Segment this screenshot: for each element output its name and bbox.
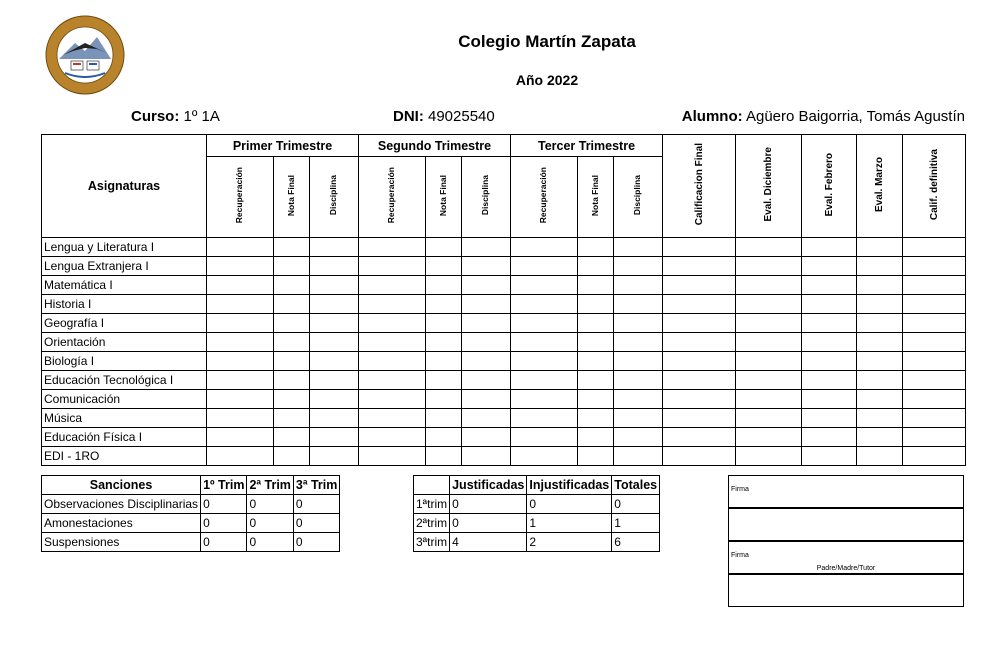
grade-cell (578, 371, 614, 390)
value-cell: 0 (201, 533, 247, 552)
trim-col-label: Recuperación (538, 167, 549, 224)
value-cell: 0 (247, 495, 293, 514)
firma-label: Firma (731, 486, 749, 493)
grade-cell (426, 447, 462, 466)
grade-cell (511, 447, 578, 466)
grade-cell (663, 333, 736, 352)
grade-cell (578, 276, 614, 295)
curso-field (131, 108, 220, 125)
grade-cell (802, 276, 857, 295)
grade-cell (903, 447, 966, 466)
grade-cell (857, 447, 903, 466)
grade-cell (426, 409, 462, 428)
asistencia-header (414, 476, 450, 495)
grade-cell (274, 390, 310, 409)
sanciones-row (42, 495, 340, 514)
trim-col-label: Nota Final (437, 174, 448, 217)
firma-box (728, 574, 964, 607)
curso-value: 1º 1A (183, 108, 220, 125)
grade-cell (359, 257, 426, 276)
table-row (42, 390, 966, 409)
grade-cell (462, 257, 511, 276)
table-row (42, 352, 966, 371)
grade-cell (359, 447, 426, 466)
grade-cell (903, 238, 966, 257)
value-cell: 0 (293, 514, 339, 533)
padre-madre-tutor-label: Padre/Madre/Tutor (816, 565, 876, 572)
grade-cell (207, 371, 274, 390)
grade-cell (903, 295, 966, 314)
grade-cell (274, 276, 310, 295)
grade-cell (207, 333, 274, 352)
row-label: 3ªtrim (414, 533, 450, 552)
grade-cell (614, 314, 663, 333)
subject-name: Historia I (42, 295, 207, 314)
asistencia-header: Totales (612, 476, 660, 495)
value-cell: 1 (527, 514, 612, 533)
grade-cell (359, 276, 426, 295)
grade-cell (578, 333, 614, 352)
table-row (42, 428, 966, 447)
grade-cell (511, 390, 578, 409)
sanciones-table (41, 475, 340, 552)
grade-cell (310, 390, 359, 409)
value-cell: 2 (527, 533, 612, 552)
grade-cell (903, 409, 966, 428)
value-cell: 0 (450, 514, 527, 533)
asistencia-row (414, 533, 660, 552)
value-cell: 0 (293, 533, 339, 552)
grade-cell (614, 409, 663, 428)
grade-cell (359, 390, 426, 409)
subject-header: Asignaturas (42, 135, 207, 238)
grade-cell (578, 314, 614, 333)
grade-cell (359, 333, 426, 352)
table-row (42, 409, 966, 428)
grade-cell (310, 428, 359, 447)
grade-cell (857, 276, 903, 295)
trim-col-header (462, 157, 511, 238)
grade-cell (310, 352, 359, 371)
grade-cell (857, 390, 903, 409)
firma-box (728, 541, 964, 574)
grade-cell (207, 409, 274, 428)
table-row (42, 333, 966, 352)
final-col-label: Eval. Marzo (874, 156, 886, 213)
grade-cell (614, 428, 663, 447)
subject-name: Comunicación (42, 390, 207, 409)
grade-cell (511, 238, 578, 257)
grade-cell (511, 276, 578, 295)
grade-cell (207, 276, 274, 295)
grade-cell (736, 257, 802, 276)
grade-cell (462, 428, 511, 447)
grade-cell (802, 447, 857, 466)
grade-cell (310, 257, 359, 276)
grade-cell (274, 238, 310, 257)
value-cell: 0 (293, 495, 339, 514)
asistencia-header: Injustificadas (527, 476, 612, 495)
grade-cell (736, 295, 802, 314)
alumno-field (682, 108, 965, 125)
asistencia-row (414, 514, 660, 533)
grade-cell (207, 352, 274, 371)
grade-cell (802, 371, 857, 390)
grade-cell (426, 295, 462, 314)
grade-cell (426, 371, 462, 390)
value-cell: 0 (247, 533, 293, 552)
grade-cell (903, 257, 966, 276)
grade-cell (736, 447, 802, 466)
grade-cell (274, 428, 310, 447)
alumno-value: Agüero Baigorria, Tomás Agustín (745, 108, 965, 125)
subject-name: Lengua y Literatura I (42, 238, 207, 257)
grade-cell (614, 447, 663, 466)
grade-cell (614, 333, 663, 352)
grade-cell (274, 447, 310, 466)
grade-cell (663, 428, 736, 447)
final-col-header (802, 135, 857, 238)
grade-cell (802, 257, 857, 276)
grade-cell (310, 333, 359, 352)
grade-cell (310, 409, 359, 428)
grade-cell (663, 390, 736, 409)
value-cell: 6 (612, 533, 660, 552)
grade-cell (903, 371, 966, 390)
grade-cell (903, 352, 966, 371)
grade-cell (857, 257, 903, 276)
grade-cell (663, 371, 736, 390)
grade-cell (274, 371, 310, 390)
trimester-header: Segundo Trimestre (359, 135, 511, 157)
grade-cell (663, 314, 736, 333)
grade-cell (462, 447, 511, 466)
subject-name: Educación Física I (42, 428, 207, 447)
trim-col-label: Recuperación (386, 167, 397, 224)
row-label: Suspensiones (42, 533, 201, 552)
school-title: Colegio Martín Zapata (458, 32, 636, 51)
grade-cell (802, 409, 857, 428)
grade-cell (736, 428, 802, 447)
value-cell: 1 (612, 514, 660, 533)
sanciones-header: 3ª Trim (293, 476, 339, 495)
trim-col-header (511, 157, 578, 238)
grade-cell (736, 390, 802, 409)
grade-cell (426, 276, 462, 295)
firma-box (728, 475, 964, 508)
final-col-label: Eval. Diciembre (763, 147, 775, 222)
grade-cell (903, 390, 966, 409)
value-cell: 0 (450, 495, 527, 514)
grade-cell (462, 333, 511, 352)
grade-cell (462, 371, 511, 390)
trimester-header: Primer Trimestre (207, 135, 359, 157)
grade-cell (857, 352, 903, 371)
grade-cell (426, 314, 462, 333)
trim-col-header (614, 157, 663, 238)
grade-cell (310, 447, 359, 466)
asistencia-table (413, 475, 660, 552)
grade-cell (359, 295, 426, 314)
trim-col-header (310, 157, 359, 238)
sanciones-header: Sanciones (42, 476, 201, 495)
table-row (42, 238, 966, 257)
grade-cell (207, 238, 274, 257)
grade-cell (207, 428, 274, 447)
grade-cell (857, 333, 903, 352)
firma-box (728, 508, 964, 541)
subject-name: Matemática I (42, 276, 207, 295)
subject-name: EDI - 1RO (42, 447, 207, 466)
trim-col-label: Disciplina (632, 175, 643, 216)
trim-col-header (578, 157, 614, 238)
grade-cell (359, 371, 426, 390)
subject-name: Música (42, 409, 207, 428)
grade-cell (207, 257, 274, 276)
value-cell: 0 (612, 495, 660, 514)
subject-name: Lengua Extranjera I (42, 257, 207, 276)
final-col-label: Eval. Febrero (823, 152, 835, 217)
grade-cell (903, 333, 966, 352)
grade-cell (802, 428, 857, 447)
value-cell: 0 (527, 495, 612, 514)
grade-cell (310, 314, 359, 333)
grade-cell (802, 352, 857, 371)
grade-cell (802, 295, 857, 314)
grade-cell (802, 390, 857, 409)
grade-cell (578, 390, 614, 409)
grade-cell (663, 238, 736, 257)
trim-col-header (207, 157, 274, 238)
table-row (42, 295, 966, 314)
grade-cell (802, 314, 857, 333)
grade-cell (426, 352, 462, 371)
final-col-header (736, 135, 802, 238)
grade-cell (310, 276, 359, 295)
grade-cell (903, 276, 966, 295)
asistencia-header: Justificadas (450, 476, 527, 495)
grade-cell (903, 428, 966, 447)
subject-name: Geografía I (42, 314, 207, 333)
grade-cell (207, 447, 274, 466)
final-col-header (857, 135, 903, 238)
trim-col-header (359, 157, 426, 238)
trim-col-header (274, 157, 310, 238)
grade-cell (462, 295, 511, 314)
grade-cell (857, 409, 903, 428)
trimester-header: Tercer Trimestre (511, 135, 663, 157)
final-col-label: Calificacion Final (693, 143, 705, 226)
asistencia-row (414, 495, 660, 514)
grade-cell (663, 295, 736, 314)
grade-cell (310, 238, 359, 257)
dni-field (393, 108, 495, 125)
grade-cell (511, 352, 578, 371)
dni-label: DNI: (393, 108, 424, 125)
grade-cell (736, 276, 802, 295)
sanciones-header: 1º Trim (201, 476, 247, 495)
grade-cell (359, 352, 426, 371)
grade-cell (511, 409, 578, 428)
grade-cell (857, 314, 903, 333)
trim-col-label: Disciplina (480, 175, 491, 216)
grade-cell (462, 238, 511, 257)
dni-value: 49025540 (428, 108, 495, 125)
grade-cell (614, 276, 663, 295)
grade-cell (736, 409, 802, 428)
grade-cell (207, 295, 274, 314)
grade-cell (426, 390, 462, 409)
grade-cell (274, 409, 310, 428)
sanciones-row (42, 533, 340, 552)
grade-cell (857, 238, 903, 257)
subject-name: Biología I (42, 352, 207, 371)
row-label: 2ªtrim (414, 514, 450, 533)
grade-cell (857, 428, 903, 447)
trim-col-header (426, 157, 462, 238)
grade-cell (511, 257, 578, 276)
grade-cell (310, 295, 359, 314)
grade-cell (614, 295, 663, 314)
grade-cell (903, 314, 966, 333)
grade-cell (359, 409, 426, 428)
grade-cell (310, 371, 359, 390)
row-label: Amonestaciones (42, 514, 201, 533)
value-cell: 4 (450, 533, 527, 552)
grade-cell (511, 295, 578, 314)
final-col-header (663, 135, 736, 238)
grades-table (41, 134, 966, 466)
grade-cell (426, 238, 462, 257)
grade-cell (736, 352, 802, 371)
grade-cell (802, 238, 857, 257)
grade-cell (207, 390, 274, 409)
grade-cell (736, 371, 802, 390)
table-row (42, 447, 966, 466)
grade-cell (511, 333, 578, 352)
alumno-label: Alumno: (681, 108, 743, 125)
grade-cell (802, 333, 857, 352)
grade-cell (857, 371, 903, 390)
trim-col-label: Nota Final (589, 174, 600, 217)
grade-cell (511, 371, 578, 390)
grade-cell (207, 314, 274, 333)
grade-cell (663, 352, 736, 371)
grade-cell (614, 238, 663, 257)
grade-cell (663, 409, 736, 428)
row-label: 1ªtrim (414, 495, 450, 514)
grade-cell (426, 257, 462, 276)
grade-cell (511, 428, 578, 447)
grade-cell (578, 447, 614, 466)
table-row (42, 314, 966, 333)
grade-cell (578, 238, 614, 257)
subject-name: Orientación (42, 333, 207, 352)
grade-cell (274, 333, 310, 352)
grade-cell (426, 333, 462, 352)
grade-cell (462, 314, 511, 333)
grade-cell (274, 314, 310, 333)
table-row (42, 371, 966, 390)
grade-cell (274, 295, 310, 314)
grade-cell (614, 371, 663, 390)
grade-cell (614, 257, 663, 276)
grade-cell (359, 314, 426, 333)
grade-cell (462, 276, 511, 295)
grade-cell (736, 314, 802, 333)
final-col-header (903, 135, 966, 238)
grade-cell (578, 428, 614, 447)
table-row (42, 276, 966, 295)
grade-cell (614, 352, 663, 371)
grade-cell (274, 352, 310, 371)
grade-cell (578, 295, 614, 314)
grade-cell (663, 447, 736, 466)
trim-col-label: Disciplina (328, 175, 339, 216)
subject-name: Educación Tecnológica I (42, 371, 207, 390)
curso-label: Curso: (131, 108, 180, 125)
grade-cell (578, 352, 614, 371)
value-cell: 0 (247, 514, 293, 533)
grade-cell (274, 257, 310, 276)
trim-col-label: Recuperación (234, 167, 245, 224)
grade-cell (663, 257, 736, 276)
grade-cell (736, 333, 802, 352)
grade-cell (462, 390, 511, 409)
grade-cell (426, 428, 462, 447)
row-label: Observaciones Disciplinarias (42, 495, 201, 514)
table-row (42, 257, 966, 276)
grade-cell (578, 409, 614, 428)
grade-cell (857, 295, 903, 314)
grade-cell (359, 428, 426, 447)
sanciones-header: 2ª Trim (247, 476, 293, 495)
sanciones-row (42, 514, 340, 533)
grade-cell (614, 390, 663, 409)
grade-cell (359, 238, 426, 257)
school-year: Año 2022 (515, 72, 579, 88)
firma-label: Firma (731, 552, 749, 559)
grade-cell (578, 257, 614, 276)
trim-col-label: Nota Final (285, 174, 296, 217)
grade-cell (736, 238, 802, 257)
grade-cell (462, 352, 511, 371)
value-cell: 0 (201, 495, 247, 514)
grade-cell (462, 409, 511, 428)
grade-cell (511, 314, 578, 333)
final-col-label: Calif. definitiva (928, 148, 940, 221)
grade-cell (663, 276, 736, 295)
value-cell: 0 (201, 514, 247, 533)
